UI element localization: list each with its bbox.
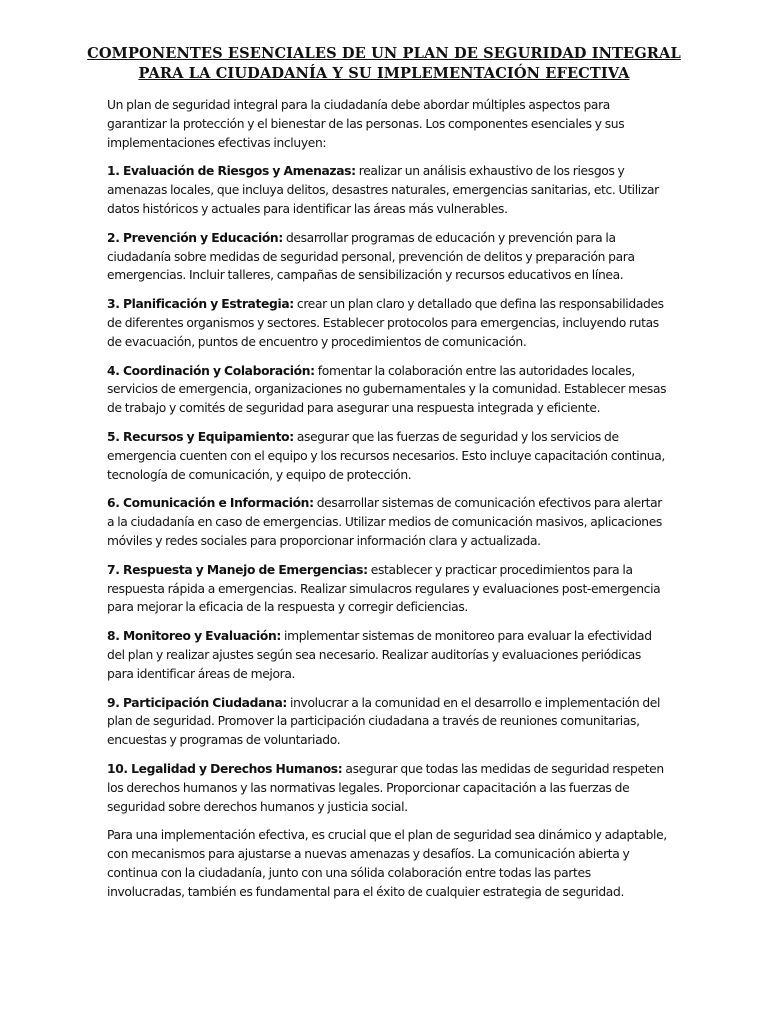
component-text: desarrollar sistemas de comunicación efectivos para alertar a la ciudadanía en caso de emergencias. Utilizar medios de comunicación masivos, aplicaciones móviles y redes sociales para proporcionar información clara y actualizada. [107,496,662,548]
component-item-6 [107,494,667,550]
title-line-2: PARA LA CIUDADANÍA Y SU IMPLEMENTACIÓN EFECTIVA [138,65,630,82]
component-item-1 [107,162,667,218]
component-item-7 [107,561,667,617]
component-text: asegurar que todas las medidas de seguridad respeten los derechos humanos y las normativas legales. Proporcionar capacitación a las fuerzas de seguridad sobre derechos humanos y justicia social. [107,761,664,814]
intro-paragraph: Un plan de seguridad integral para la ciudadanía debe abordar múltiples aspectos para garantizar la protección y el bienestar de las personas. Los componentes esenciales y sus implementaciones efectivas incluyen: [107,98,625,150]
component-item-10 [107,760,667,816]
component-text: desarrollar programas de educación y prevención para la ciudadanía sobre medidas de seguridad personal, prevención de delitos y preparación para emergencias. Incluir talleres, campañas de sensibilización y recursos educativos en línea. [107,230,635,283]
title-line-1: COMPONENTES ESENCIALES DE UN PLAN DE SEGURIDAD INTEGRAL [87,45,681,62]
document-title [60,44,708,84]
component-text: involucrar a la comunidad en el desarrollo e implementación del plan de seguridad. Promover la participación ciudadana a través de reuniones comunitarias, encuestas y programas de voluntariado. [107,695,661,748]
component-text: fomentar la colaboración entre las autoridades locales, servicios de emergencia, organizaciones no gubernamentales y la comunidad. Establecer mesas de trabajo y comités de seguridad para asegurar una respuesta integrada y eficiente. [107,363,667,416]
component-heading: 5. Recursos y Equipamiento: [107,429,294,444]
component-item-9 [107,694,667,750]
component-heading: 10. Legalidad y Derechos Humanos: [107,761,343,776]
component-text: implementar sistemas de monitoreo para evaluar la efectividad del plan y realizar ajustes según sea necesario. Realizar auditorías y evaluaciones periódicas para identificar áreas de mejora. [107,629,652,681]
conclusion-paragraph: Para una implementación efectiva, es crucial que el plan de seguridad sea dinámico y adaptable, con mecanismos para ajustarse a nuevas amenazas y desafíos. La comunicación abierta y continua con la ciudadanía, junto con una sólida colaboración entre todas las partes involucradas, también es fundamental para el éxito de cualquier estrategia de seguridad. [107,828,667,899]
component-text: realizar un análisis exhaustivo de los riesgos y amenazas locales, que incluya delitos, desastres naturales, emergencias sanitarias, etc. Utilizar datos históricos y actuales para identificar las áreas más vulnerables. [107,164,659,216]
component-heading: 6. Comunicación e Información: [107,496,314,511]
component-item-8 [107,627,667,683]
component-heading: 4. Coordinación y Colaboración: [107,363,315,378]
component-item-2 [107,229,667,285]
document-body [107,96,667,911]
component-heading: 2. Prevención y Educación: [107,230,283,245]
component-heading: 9. Participación Ciudadana: [107,695,287,710]
component-text: establecer y practicar procedimientos para la respuesta rápida a emergencias. Realizar simulacros regulares y evaluaciones post-emergencia para mejorar la eficacia de la respuesta y corregir deficiencias. [107,562,661,615]
component-text: asegurar que las fuerzas de seguridad y los servicios de emergencia cuenten con el equipo y los recursos necesarios. Esto incluye capacitación continua, tecnología de comunicación, y equipo de protección. [107,429,665,482]
component-heading: 7. Respuesta y Manejo de Emergencias: [107,562,368,577]
component-heading: 8. Monitoreo y Evaluación: [107,629,281,644]
component-item-5 [107,428,667,484]
component-heading: 1. Evaluación de Riesgos y Amenazas: [107,164,356,179]
component-item-4 [107,362,667,418]
component-heading: 3. Planificación y Estrategia: [107,297,294,312]
component-text: crear un plan claro y detallado que defina las responsabilidades de diferentes organismos y sectores. Establecer protocolos para emergencias, incluyendo rutas de evacuación, puntos de encuentro y procedimientos de comunicación. [107,297,664,349]
component-item-3 [107,295,667,351]
